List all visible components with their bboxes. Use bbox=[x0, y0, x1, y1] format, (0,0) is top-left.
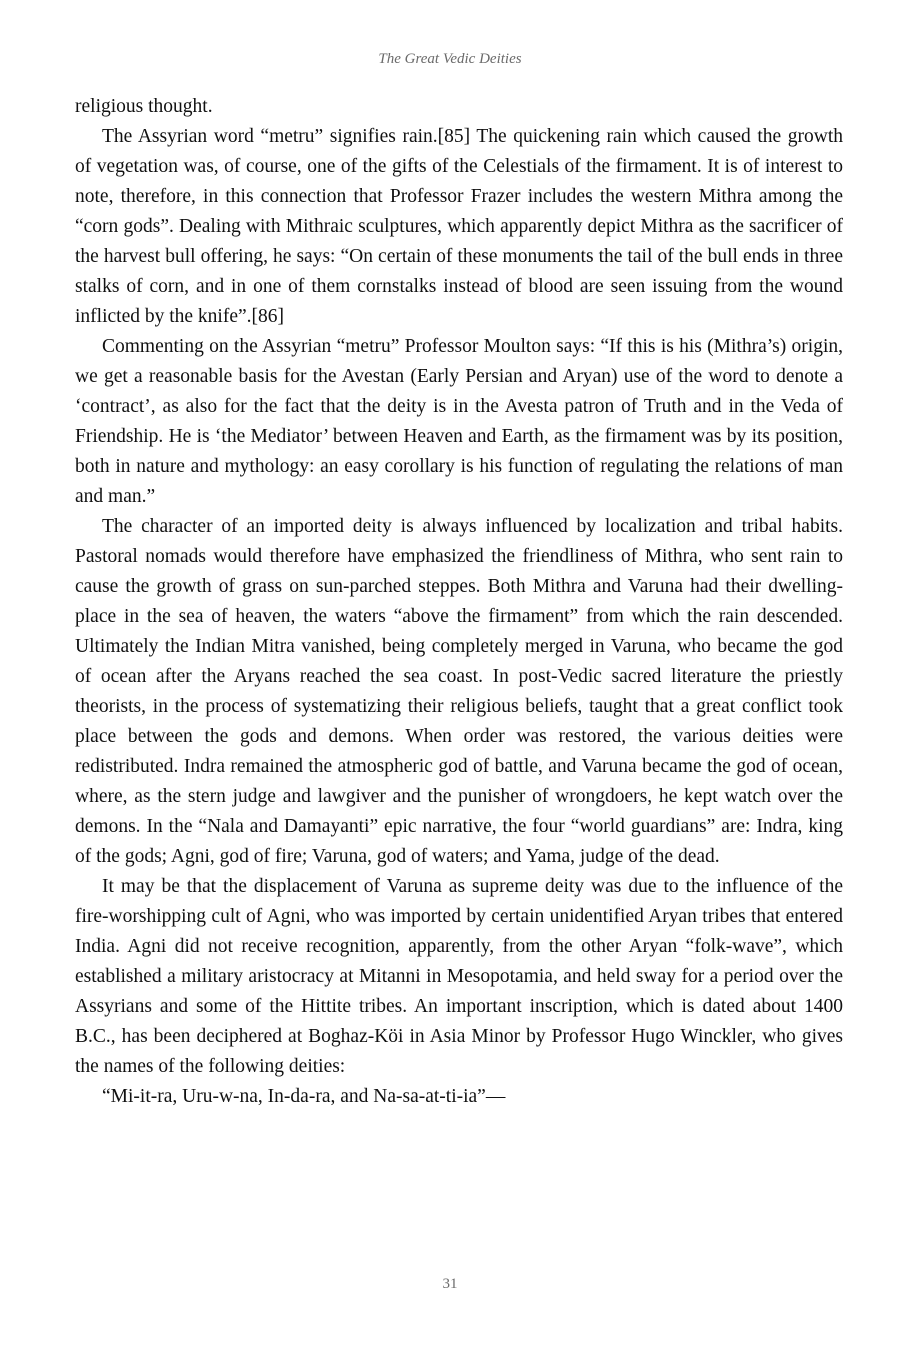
page-number: 31 bbox=[442, 1276, 458, 1292]
paragraph-metru-rain: The Assyrian word “metru” signifies rain.[85] The quickening rain which caused the growth of vegetation was, of course, one of the gifts of the Celestials of the firmament. It is of interest to note, therefore, in this connection that Professor Frazer includes the western Mithra among the “corn gods”. Dealing with Mithraic sculptures, which apparently depict Mithra as the sacrificer of the harvest bull offering, he says: “On certain of these monuments the tail of the bull ends in three stalks of corn, and in one of them cornstalks instead of blood are seen issuing from the wound inflicted by the knife”.[86] bbox=[75, 126, 843, 327]
running-title: The Great Vedic Deities bbox=[378, 51, 522, 67]
paragraph-continuation: religious thought. bbox=[75, 96, 213, 117]
paragraph-agni-displacement: It may be that the displacement of Varuna as supreme deity was due to the influence of the fire-worshipping cult of Agni, who was imported by certain unidentified Aryan tribes that entered India. Agni did not receive recognition, apparently, from the other Aryan “folk-wave”, which established a military aristocracy at Mitanni in Mesopotamia, and held sway for a period over the Assyrians and some of the Hittite tribes. An important inscription, which is dated about 1400 B.C., has been deciphered at Boghaz-Köi in Asia Minor by Professor Hugo Winckler, who gives the names of the following deities: bbox=[75, 876, 843, 1077]
paragraph-moulton-comment: Commenting on the Assyrian “metru” Professor Moulton says: “If this is his (Mithra’s) origin, we get a reasonable basis for the Avestan (Early Persian and Aryan) use of the word to denote a ‘contract’, as also for the fact that the deity is in the Avesta patron of Truth and in the Veda of Friendship. He is ‘the Mediator’ between Heaven and Earth, as the firmament was by its position, both in nature and mythology: an easy corollary is his function of regulating the relations of man and man.” bbox=[75, 336, 843, 507]
body-text bbox=[75, 92, 843, 1112]
paragraph-deity-names-quote: “Mi-it-ra, Uru-w-na, In-da-ra, and Na-sa-at-ti-ia”— bbox=[102, 1086, 506, 1107]
paragraph-imported-deity: The character of an imported deity is always influenced by localization and tribal habits. Pastoral nomads would therefore have emphasized the friendliness of Mithra, who sent rain to cause the growth of grass on sun-parched steppes. Both Mithra and Varuna had their dwelling-place in the sea of heaven, the waters “above the firmament” from which the rain descended. Ultimately the Indian Mitra vanished, being completely merged in Varuna, who became the god of ocean after the Aryans reached the sea coast. In post-Vedic sacred literature the priestly theorists, in the process of systematizing their religious beliefs, taught that a great conflict took place between the gods and demons. When order was restored, the various deities were redistributed. Indra remained the atmospheric god of battle, and Varuna became the god of ocean, where, as the stern judge and lawgiver and the punisher of wrongdoers, he kept watch over the demons. In the “Nala and Damayanti” epic narrative, the four “world guardians” are: Indra, king of the gods; Agni, god of fire; Varuna, god of waters; and Yama, judge of the dead. bbox=[75, 516, 843, 867]
